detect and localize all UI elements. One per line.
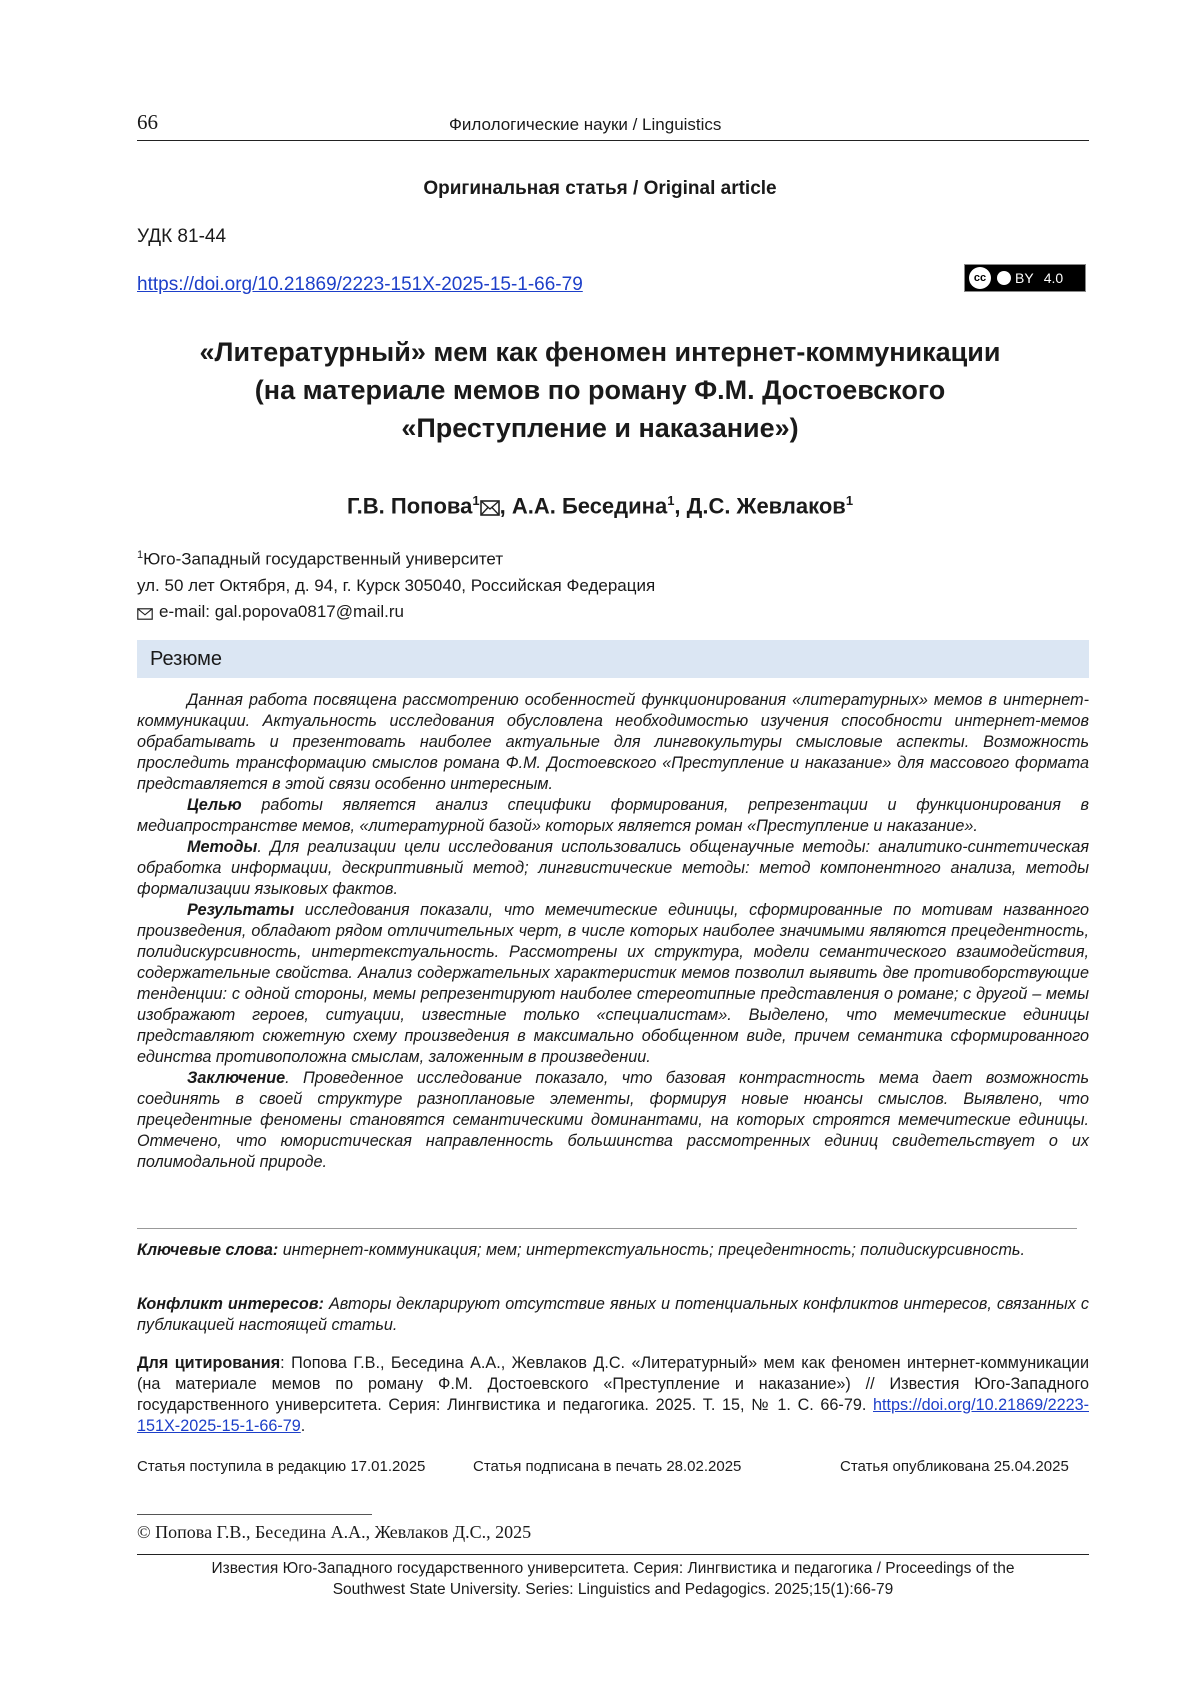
license-version: 4.0 (1043, 270, 1064, 286)
cc-license-badge[interactable] (964, 264, 1086, 292)
resume-heading: Резюме (150, 648, 222, 670)
keywords (137, 1240, 1089, 1261)
doi-link[interactable]: https://doi.org/10.21869/2223-151X-2025-15-1-66-79 (137, 274, 583, 295)
article-type: Оригинальная статья / Original article (423, 178, 777, 199)
article-title (0, 333, 1200, 447)
affiliation-address: ул. 50 лет Октября, д. 94, г. Курск 305040, Российская Федерация (137, 575, 656, 595)
abstract-conclusion: Заключение. Проведенное исследование показало, что базовая контрастность мема дает возможность соединять в своей структуре разноплановые элементы, формируя новые нюансы смыслов. Выявлено, что прецедентные феномены становятся семантическими доминантами, на которых строятся мемечитеские единицы. Отмечено, что юмористическая направленность большинства рассмотренных единиц свидетельствует о их полимодальной природе. (137, 1069, 1089, 1171)
citation: Для цитирования: Попова Г.В., Беседина А.А., Жевлаков Д.С. «Литературный» мем как феномен интернет-коммуникации (на материале мемов по роману Ф.М. Достоевского «Преступление и наказание») // Известия Юго-Западного государственного университета. Серия: Лингвистика и педагогика. 2025. Т. 15, № 1. С. 66-79. https://doi.org/10.21869/2223-151X-2025-15-1-66-79. (137, 1354, 1089, 1435)
methods-label: Методы (187, 838, 258, 856)
date-signed: Статья подписана в печать 28.02.2025 (473, 1458, 742, 1475)
footer-line: Известия Юго-Западного государственного университета. Серия: Лингвистика и педагогика / Proceedings of the (211, 1560, 1015, 1577)
date-published: Статья опубликована 25.04.2025 (840, 1458, 1069, 1475)
conflict-of-interest (137, 1294, 1089, 1336)
authors-line: Г.В. Попова$^1$ , А.А. Беседина$^1$, Д.С. Жевлаков$^1$ (346, 493, 854, 519)
conflict-text: Авторы декларируют отсутствие явных и потенциальных конфликтов интересов, связанных с публикацией настоящей статьи. (137, 1295, 1089, 1334)
citation-label: Для цитирования (137, 1354, 281, 1372)
person-icon (997, 271, 1011, 285)
affiliation-mark: 1 (137, 549, 144, 561)
udc-code: УДК 81-44 (137, 226, 227, 247)
abstract-intro: Данная работа посвящена рассмотрению особенностей функционирования «литературных» мемов в интернет-коммуникации. Актуальность исследования обусловлена необходимостью изучения способности интернет-мемов обрабатывать и презентовать наиболее актуальные для лингвокультуры смысловые аспекты. Возможность проследить трансформацию смыслов романа Ф.М. Достоевского «Преступление и наказание» для массового формата представляется в этой связи особенно интересным. (137, 691, 1089, 793)
article-dates (137, 1458, 1089, 1478)
title-line: «Преступление и наказание») (401, 413, 799, 443)
resume-heading-bar (137, 640, 1089, 678)
title-line: «Литературный» мем как феномен интернет-коммуникации (199, 337, 1001, 367)
author-affiliation-mark: 1 (667, 493, 675, 508)
footer-line: Southwest State University. Series: Linguistics and Pedagogics. 2025;15(1):66-79 (332, 1581, 894, 1598)
copyright-rule (137, 1514, 372, 1515)
running-header (137, 106, 1089, 141)
abstract-goal: Целью работы является анализ специфики формирования, репрезентации и функционирования в медиапространстве мемов, «литературной базой» которых является роман «Преступление и наказание». (137, 796, 1089, 835)
envelope-icon[interactable] (480, 500, 500, 516)
abstract-methods: Методы. Для реализации цели исследования использовались общенаучные методы: аналитико-синтетическая обработка информации, дескриптивный метод; лингвистические методы: метод компонентного анализа, методы формализации языковых фактов. (137, 838, 1089, 898)
citation-doi-link[interactable]: https://doi.org/10.21869/2223-151X-2025-15-1-66-79 (137, 1396, 1089, 1435)
abstract (137, 690, 1089, 1173)
keywords-label: Ключевые слова: (137, 1241, 279, 1259)
author-name: Г.В. Попова (346, 493, 473, 519)
conflict-label: Конфликт интересов: (137, 1295, 324, 1313)
date-received: Статья поступила в редакцию 17.01.2025 (137, 1458, 426, 1475)
contact-email (137, 602, 404, 622)
journal-footer (137, 1558, 1089, 1600)
email-text[interactable]: e-mail: gal.popova0817@mail.ru (159, 602, 404, 621)
by-attribution (997, 270, 1034, 286)
footer-rule (137, 1554, 1089, 1555)
abstract-results: Результаты исследования показали, что мемечитеские единицы, сформированные по мотивам названного произведения, обладают рядом отличительных черт, в числе которых наиболее значимыми являются прецедентность, полидискурсивность, интертекстуальность. Рассмотрены их структура, модели семантического взаимодействия, содержательные свойства. Анализ содержательных характеристик мемов позволил выявить две противоборствующие тенденции: с одной стороны, мемы репрезентируют наиболее стереотипные представления о романе; с другой – мемы изображают героев, ситуации, известные только «специалистам». Выделено, что мемечитеские единицы представляют сюжетную схему произведения в максимально обобщенном виде, причем семантика сформированного единства противоположна смыслам, заложенным в произведении. (137, 901, 1089, 1066)
author-affiliation-mark: 1 (845, 493, 854, 508)
page-number: 66 (137, 110, 158, 134)
author-name: А.А. Беседина (511, 493, 668, 519)
author-name: Д.С. Жевлаков (686, 493, 846, 519)
conclusion-label: Заключение (187, 1069, 286, 1087)
keywords-text: интернет-коммуникация; мем; интертекстуальность; прецедентность; полидискурсивность. (278, 1241, 1025, 1259)
by-label: BY (1015, 270, 1034, 286)
author-affiliation-mark: 1 (472, 493, 480, 508)
affiliation (137, 542, 655, 599)
citation-text: : Попова Г.В., Беседина А.А., Жевлаков Д.С. «Литературный» мем как феномен интернет-коммуникации (на материале мемов по роману Ф.М. Достоевского «Преступление и наказание») // Известия Юго-Западного государственного университета. Серия: Лингвистика и педагогика. 2025. Т. 15, № 1. С. 66-79. (137, 1354, 1089, 1414)
results-label: Результаты (187, 901, 295, 919)
goal-label: Целью (187, 796, 242, 814)
section-label: Филологические науки / Linguistics (449, 115, 722, 134)
affiliation-org: Юго-Западный государственный университет (143, 549, 504, 569)
cc-icon: cc (969, 267, 991, 289)
copyright: © Попова Г.В., Беседина А.А., Жевлаков Д.С., 2025 (137, 1522, 532, 1542)
envelope-icon (137, 608, 153, 620)
title-line: (на материале мемов по роману Ф.М. Достоевского (254, 375, 946, 405)
abstract-divider (137, 1228, 1077, 1229)
